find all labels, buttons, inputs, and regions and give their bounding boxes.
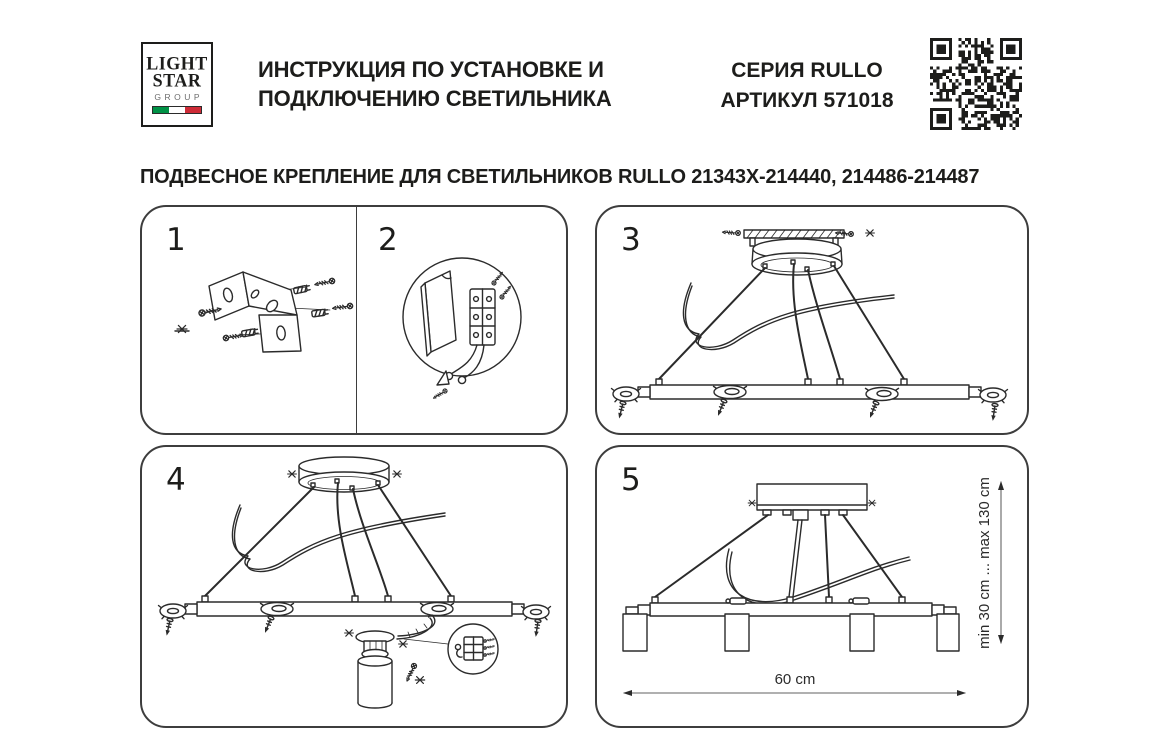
- logo-light-text: LIGHT: [146, 52, 208, 75]
- step-3-number: 3: [621, 222, 641, 258]
- panel-steps-1-2: [140, 205, 568, 435]
- logo-star-text: STAR: [152, 69, 202, 91]
- diagram-step-1-2: [142, 207, 562, 429]
- series-label: СЕРИЯ RULLO: [731, 59, 883, 82]
- italian-flag-icon: [152, 106, 202, 114]
- panel-step-4: [140, 445, 568, 728]
- series-block: [700, 56, 914, 116]
- step-5-number: 5: [621, 462, 641, 498]
- dim-height-label: min 30 cm ... max 130 cm: [976, 477, 993, 649]
- step-4-number: 4: [166, 462, 186, 498]
- title-line-1: ИНСТРУКЦИЯ ПО УСТАНОВКЕ И: [258, 57, 604, 82]
- diagram-step-4: [142, 447, 562, 722]
- bracket-drawing: [175, 272, 353, 352]
- title-line-2: ПОДКЛЮЧЕНИЮ СВЕТИЛЬНИКА: [258, 85, 612, 111]
- step-2-number: 2: [378, 222, 398, 258]
- subtitle: ПОДВЕСНОЕ КРЕПЛЕНИЕ ДЛЯ СВЕТИЛЬНИКОВ RULLO 21343X-214440, 214486-214487: [140, 166, 980, 188]
- article-label: АРТИКУЛ 571018: [720, 88, 894, 112]
- logo-group-text: GROUP: [154, 91, 204, 102]
- panel-step-5: [595, 445, 1029, 728]
- lightstar-logo: [141, 42, 213, 127]
- diagram-step-3: [597, 207, 1023, 429]
- dim-width-label: 60 cm: [774, 671, 816, 688]
- step-1-number: 1: [166, 222, 186, 258]
- qr-code-icon: [930, 38, 1022, 130]
- panel-step-3: [595, 205, 1029, 435]
- wiring-detail-drawing: [403, 258, 521, 400]
- diagram-step-5: [597, 447, 1023, 722]
- page-title: [258, 56, 648, 113]
